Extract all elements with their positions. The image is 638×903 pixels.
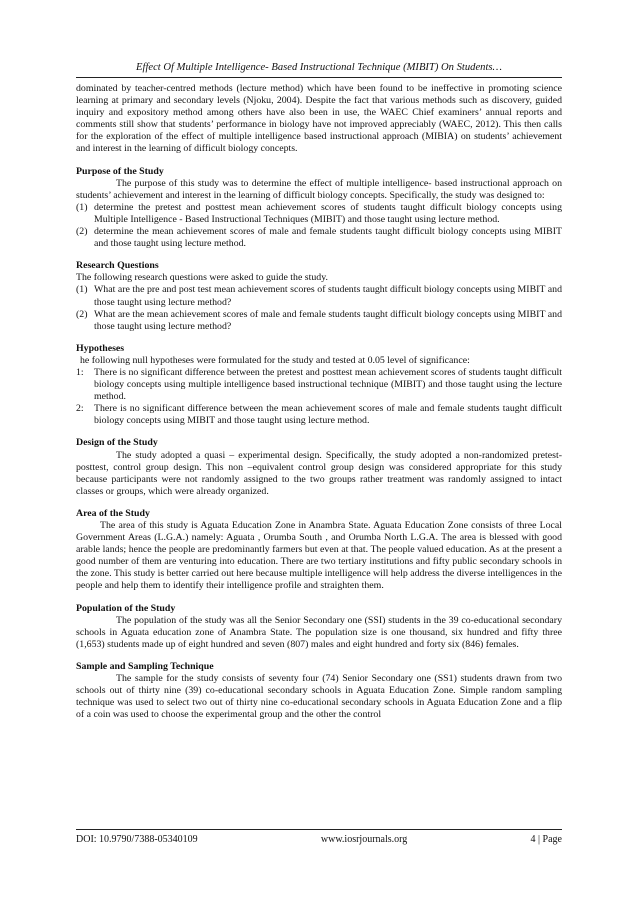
purpose-item: [76, 226, 562, 250]
page-footer: [76, 834, 562, 845]
population-text: The population of the study was all the Senior Secondary one (SSI) students in the 39 co-educational secondary schools in Aguata education zone of Anambra State. The population size is one thousand, six hundred and fifty three (1,653) students made up of eight hundred and seven (807) males and eight hundred and forty six (846) females.: [76, 614, 562, 650]
hypothesis-item: [76, 367, 562, 403]
footer-website: www.iosrjournals.org: [320, 834, 408, 845]
purpose-text: The purpose of this study was to determine the effect of multiple intelligence- based instructional approach on students’ achievement and interest in the learning of difficult biology concepts. Specifically, the study was designed to:: [76, 177, 562, 201]
list-number: (2): [76, 226, 88, 238]
research-question-item: [76, 309, 562, 333]
population-heading: Population of the Study: [76, 602, 176, 614]
hypothesis-item: [76, 403, 562, 427]
hypotheses-heading: Hypotheses: [76, 342, 125, 354]
list-number: 2:: [76, 403, 84, 415]
area-heading: Area of the Study: [76, 507, 150, 519]
area-text: The area of this study is Aguata Education Zone in Anambra State. Aguata Education Zone consists of three Local Government Areas (L.G.A.) namely: Aguata , Orumba South , and Orumba North L.G.A. The area is blessed with good arable lands; hence the people are predominantly farmers but even at that. The people valued education. As at the present a good number of them are venturing into education. There are two tertiary institutions and fifty public secondary schools in the zone. This study is better carried out here because multiple intelligence will help address the diverse intelligences in the people and help them to identify their intelligence profile and straighten them.: [76, 520, 562, 592]
research-question-item: [76, 284, 562, 308]
design-heading: Design of the Study: [76, 437, 158, 449]
list-text: There is no significant difference between the mean achievement scores of male and female students taught difficult biology concepts using MIBIT and those taught using lecture method.: [94, 403, 562, 427]
hypotheses-text: he following null hypotheses were formulated for the study and tested at 0.05 level of significance:: [80, 354, 470, 366]
list-text: What are the pre and post test mean achievement scores of students taught difficult biology concepts using MIBIT and those taught using lecture method?: [94, 284, 562, 308]
footer-doi: DOI: 10.9790/7388-05340109: [76, 834, 198, 845]
purpose-item: [76, 202, 562, 226]
list-number: (1): [76, 284, 88, 296]
footer-rule: [76, 829, 562, 830]
header-rule: [76, 77, 562, 78]
purpose-heading: Purpose of the Study: [76, 165, 164, 177]
intro-paragraph: dominated by teacher-centred methods (lecture method) which have been found to be ineffective in promoting science learning at primary and secondary levels (Njoku, 2004). Despite the fact that various methods such as discovery, guided inquiry and expository method among others have also been in use, the WAEC Chief examiners’ annual reports and comments still show that students’ performance in biology have not improved appreciably (WAEC, 2012). This then calls for the exploration of the effect of multiple intelligence based instructional approach (MIBIA) on students’ achievement and interest in the learning of difficult biology concepts.: [76, 83, 562, 155]
footer-page-number: 4 | Page: [530, 834, 562, 845]
running-header: Effect Of Multiple Intelligence- Based Instructional Technique (MIBIT) On Students…: [136, 62, 502, 73]
list-number: 1:: [76, 366, 84, 378]
design-text: The study adopted a quasi – experimental design. Specifically, the study adopted a non-randomized pretest-posttest, control group design. This non –equivalent control group design was considered appropriate for this study because participants were not randomly assigned to the two groups rather treatment was randomly assigned to intact classes or groups, which were already organized.: [76, 449, 562, 497]
list-number: (1): [76, 201, 88, 213]
list-text: What are the mean achievement scores of male and female students taught difficult biology concepts using MIBIT and those taught using lecture method?: [94, 308, 562, 332]
sample-heading: Sample and Sampling Technique: [76, 660, 214, 672]
list-text: determine the mean achievement scores of male and female students taught difficult biology concepts using MIBIT and those taught using lecture method.: [94, 226, 562, 250]
research-questions-heading: Research Questions: [76, 260, 159, 272]
list-number: (2): [76, 308, 88, 320]
research-questions-text: The following research questions were asked to guide the study.: [76, 272, 328, 284]
list-text: There is no significant difference between the pretest and posttest mean achievement scores of students taught difficult biology concepts using multiple intelligence based instructional technique (MIBIT) and those taught using the lecture method.: [94, 366, 562, 403]
list-text: determine the pretest and posttest mean achievement scores of students taught difficult biology concepts using Multiple Intelligence - Based Instructional Techniques (MIBIT) and those taught using lecture method.: [94, 201, 562, 225]
sample-text: The sample for the study consists of seventy four (74) Senior Secondary one (SS1) students drawn from two schools out of thirty nine (39) co-educational secondary schools in Aguata Education Zone. Simple random sampling technique was used to select two out of thirty nine co-educational secondary schools in Aguata Education Zone and a flip of a coin was used to choose the experimental group and the other the control: [76, 673, 562, 721]
page-body: [76, 83, 562, 721]
